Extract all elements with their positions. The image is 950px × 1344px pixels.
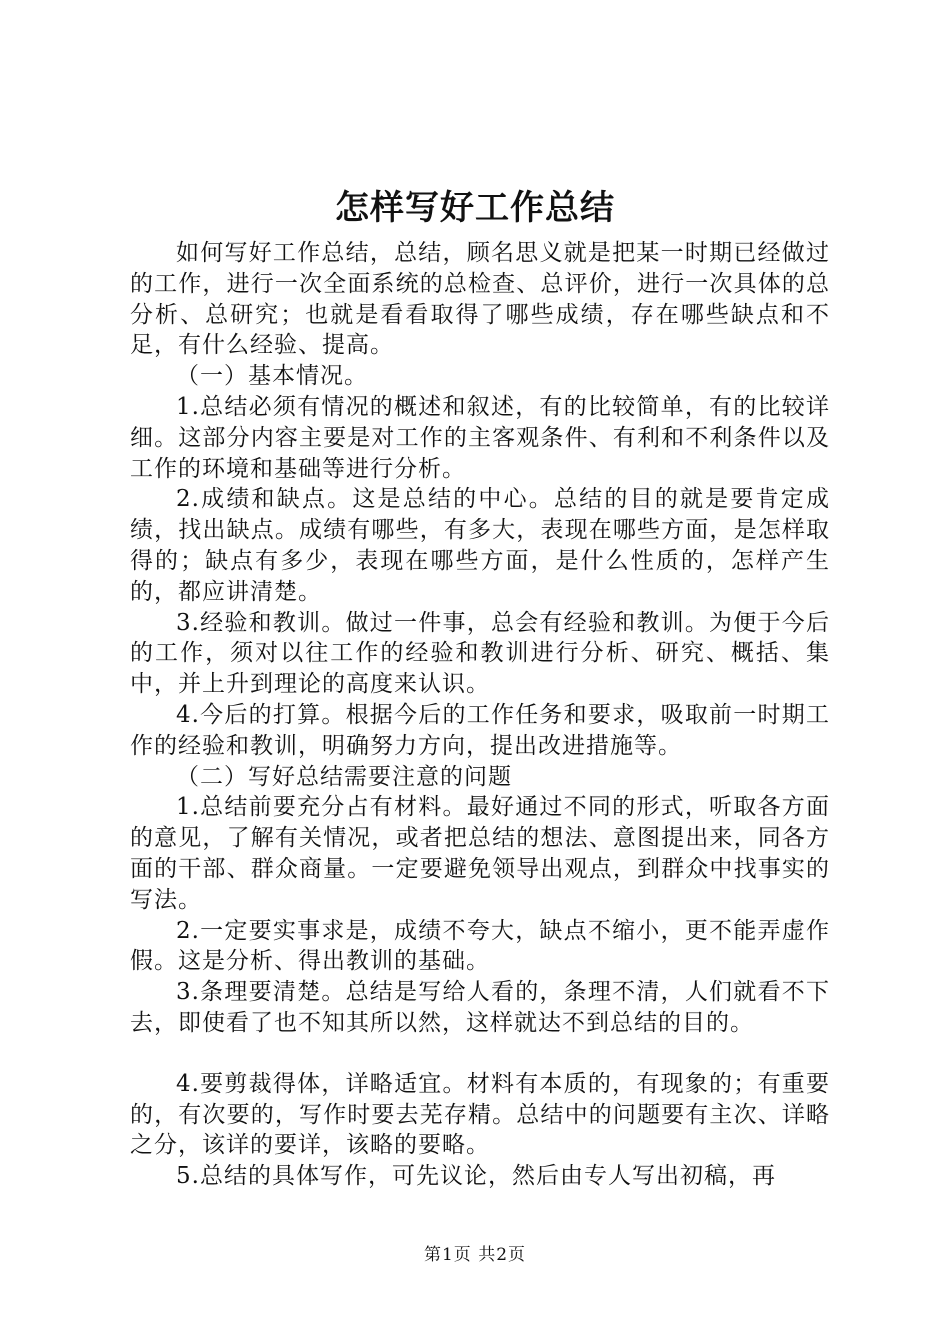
paragraph-item: 4.今后的打算。根据今后的工作任务和要求，吸取前一时期工作的经验和教训，明确努力方向，提出改进措施等。 bbox=[130, 701, 830, 759]
paragraph-item: 5.总结的具体写作，可先议论，然后由专人写出初稿，再 bbox=[176, 1163, 776, 1190]
page-number-footer: 第1页 共2页 bbox=[423, 1245, 527, 1265]
paragraph-item: 1.总结必须有情况的概述和叙述，有的比较简单，有的比较详细。这部分内容主要是对工作的主客观条件、有利和不利条件以及工作的环境和基础等进行分析。 bbox=[130, 393, 830, 482]
paragraph-item: 3.条理要清楚。总结是写给人看的，条理不清，人们就看不下去，即使看了也不知其所以然，这样就达不到总结的目的。 bbox=[130, 979, 830, 1036]
paragraph-intro: 如何写好工作总结，总结，顾名思义就是把某一时期已经做过的工作，进行一次全面系统的总检查、总评价，进行一次具体的总分析、总研究；也就是看看取得了哪些成绩，存在哪些缺点和不足，有什么经验、提高。 bbox=[130, 240, 830, 359]
document-body bbox=[130, 238, 830, 1192]
section-heading-notes: （二）写好总结需要注意的问题 bbox=[176, 763, 512, 790]
section-heading-basic-situation: （一）基本情况。 bbox=[176, 363, 368, 390]
paragraph-item: 4.要剪裁得体，详略适宜。材料有本质的，有现象的；有重要的，有次要的，写作时要去芜存精。总结中的问题要有主次、详略之分，该详的要详，该略的要略。 bbox=[130, 1070, 830, 1159]
paragraph-item: 1.总结前要充分占有材料。最好通过不同的形式，听取各方面的意见，了解有关情况，或者把总结的想法、意图提出来，同各方面的干部、群众商量。一定要避免领导出观点，到群众中找事实的写法。 bbox=[130, 794, 830, 913]
document-title: 怎样写好工作总结 bbox=[335, 188, 615, 228]
paragraph-item: 3.经验和教训。做过一件事，总会有经验和教训。为便于今后的工作，须对以往工作的经验和教训进行分析、研究、概括、集中，并上升到理论的高度来认识。 bbox=[130, 609, 830, 698]
paragraph-item: 2.一定要实事求是，成绩不夸大，缺点不缩小，更不能弄虚作假。这是分析、得出教训的基础。 bbox=[130, 917, 830, 975]
paragraph-item: 2.成绩和缺点。这是总结的中心。总结的目的就是要肯定成绩，找出缺点。成绩有哪些，有多大，表现在哪些方面，是怎样取得的；缺点有多少，表现在哪些方面，是什么性质的，怎样产生的，都应讲清楚。 bbox=[130, 486, 830, 605]
